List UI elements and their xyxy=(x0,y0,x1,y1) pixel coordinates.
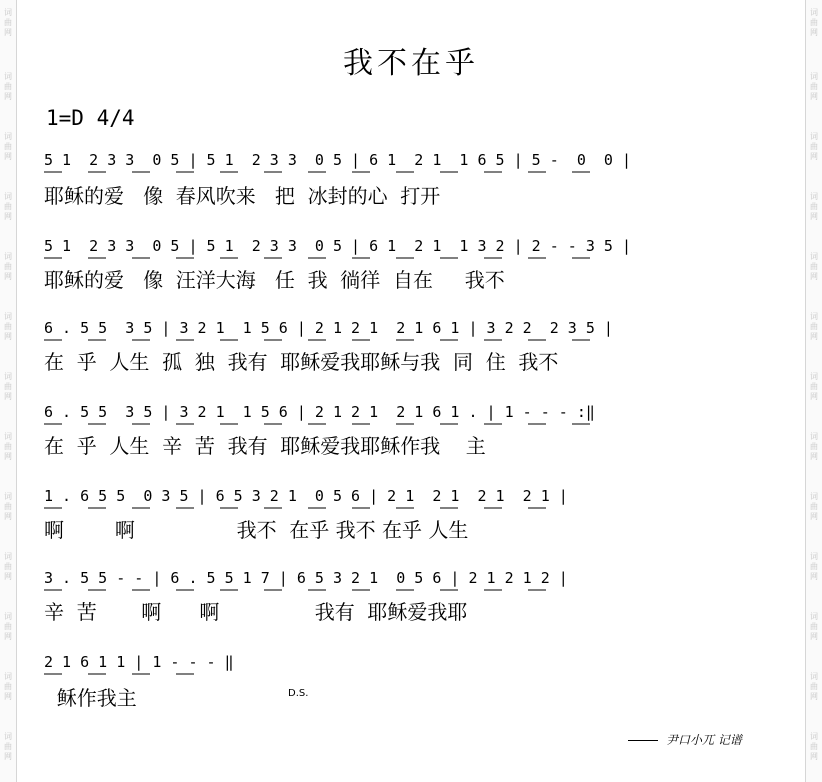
credit-dash xyxy=(628,740,658,741)
watermark-glyphs: 词 曲 网 xyxy=(4,192,12,221)
lyrics-line-4: 在 乎 人生 辛 苦 我有 耶稣爱我耶稣作我 主 xyxy=(44,434,486,458)
watermark-glyphs: 词 曲 网 xyxy=(4,312,12,341)
watermark-glyphs: 词 曲 网 xyxy=(4,432,12,461)
notation-line-3: 6 . 5 5 3 5 | 3 2 1 1 5 6 | 2 1 2 1 2 1 6 1 | 3 2 2 2 3 5 | xyxy=(44,319,613,337)
watermark-glyphs: 词 曲 网 xyxy=(810,312,818,341)
music-line-3 xyxy=(44,318,784,352)
watermark-glyphs: 词 曲 网 xyxy=(810,72,818,101)
watermark-glyphs: 词 曲 网 xyxy=(4,732,12,761)
watermark-glyphs: 词 曲 网 xyxy=(810,612,818,641)
notation-line-7: 2 1 6 1 1 | 1 - - - ‖ xyxy=(44,653,234,671)
lyrics-line-2: 耶稣的爱 像 汪洋大海 任 我 徜徉 自在 我不 xyxy=(44,268,505,292)
beam-lines xyxy=(44,402,595,436)
notation-line-6: 3 . 5 5 - - | 6 . 5 5 1 7 | 6 5 3 2 1 0 5 6 | 2 1 2 1 2 | xyxy=(44,569,568,587)
beam-lines xyxy=(44,568,568,602)
watermark-glyphs: 词 曲 网 xyxy=(810,192,818,221)
key-signature: 1=D 4/4 xyxy=(46,106,135,130)
watermark-glyphs: 词 曲 网 xyxy=(810,492,818,521)
lyrics-line-1: 耶稣的爱 像 春风吹来 把 冰封的心 打开 xyxy=(44,184,441,208)
watermark-glyphs: 词 曲 网 xyxy=(810,552,818,581)
watermark-glyphs: 词 曲 网 xyxy=(4,8,12,37)
music-line-2 xyxy=(44,236,784,270)
music-line-4 xyxy=(44,402,784,436)
watermark-glyphs: 词 曲 网 xyxy=(810,732,818,761)
lyrics-line-3: 在 乎 人生 孤 独 我有 耶稣爱我耶稣与我 同 住 我不 xyxy=(44,350,559,374)
notation-line-2: 5 1 2 3 3 0 5 | 5 1 2 3 3 0 5 | 6 1 2 1 1 3 2 | 2 - - 3 5 | xyxy=(44,237,631,255)
watermark-glyphs: 词 曲 网 xyxy=(4,672,12,701)
beam-lines xyxy=(44,318,613,352)
beam-lines xyxy=(44,486,568,520)
beam-lines xyxy=(44,652,234,686)
watermark-glyphs: 词 曲 网 xyxy=(4,132,12,161)
watermark-glyphs: 词 曲 网 xyxy=(4,612,12,641)
notation-line-5: 1 . 6 5 5 0 3 5 | 6 5 3 2 1 0 5 6 | 2 1 2 1 2 1 2 1 | xyxy=(44,487,568,505)
watermark-glyphs: 词 曲 网 xyxy=(4,552,12,581)
lyrics-line-6: 辛 苦 啊 啊 我有 耶稣爱我耶 xyxy=(44,600,468,624)
beam-lines xyxy=(44,150,631,184)
music-line-1 xyxy=(44,150,784,184)
watermark-glyphs: 词 曲 网 xyxy=(810,672,818,701)
song-title: 我不在乎 xyxy=(343,46,479,81)
watermark-glyphs: 词 曲 网 xyxy=(810,252,818,281)
lyrics-line-5: 啊 啊 我不 在乎 我不 在乎 人生 xyxy=(44,518,469,542)
ds-mark: D.S. xyxy=(288,688,309,699)
music-line-6 xyxy=(44,568,784,602)
watermark-glyphs: 词 曲 网 xyxy=(4,72,12,101)
beam-lines xyxy=(44,236,631,270)
watermark-glyphs: 词 曲 网 xyxy=(810,132,818,161)
notation-line-1: 5 1 2 3 3 0 5 | 5 1 2 3 3 0 5 | 6 1 2 1 1 6 5 | 5 - 0 0 | xyxy=(44,151,631,169)
music-line-5 xyxy=(44,486,784,520)
watermark-glyphs: 词 曲 网 xyxy=(4,252,12,281)
watermark-glyphs: 词 曲 网 xyxy=(810,8,818,37)
notation-line-4: 6 . 5 5 3 5 | 3 2 1 1 5 6 | 2 1 2 1 2 1 6 1 . | 1 - - - :‖ xyxy=(44,403,595,421)
lyrics-line-7: 稣作我主 xyxy=(44,686,137,710)
watermark-glyphs: 词 曲 网 xyxy=(4,372,12,401)
credit-text: 尹口小兀 记谱 xyxy=(666,733,742,747)
watermark-glyphs: 词 曲 网 xyxy=(810,372,818,401)
music-line-7 xyxy=(44,652,784,686)
watermark-glyphs: 词 曲 网 xyxy=(4,492,12,521)
transcriber-credit xyxy=(628,731,742,748)
watermark-glyphs: 词 曲 网 xyxy=(810,432,818,461)
